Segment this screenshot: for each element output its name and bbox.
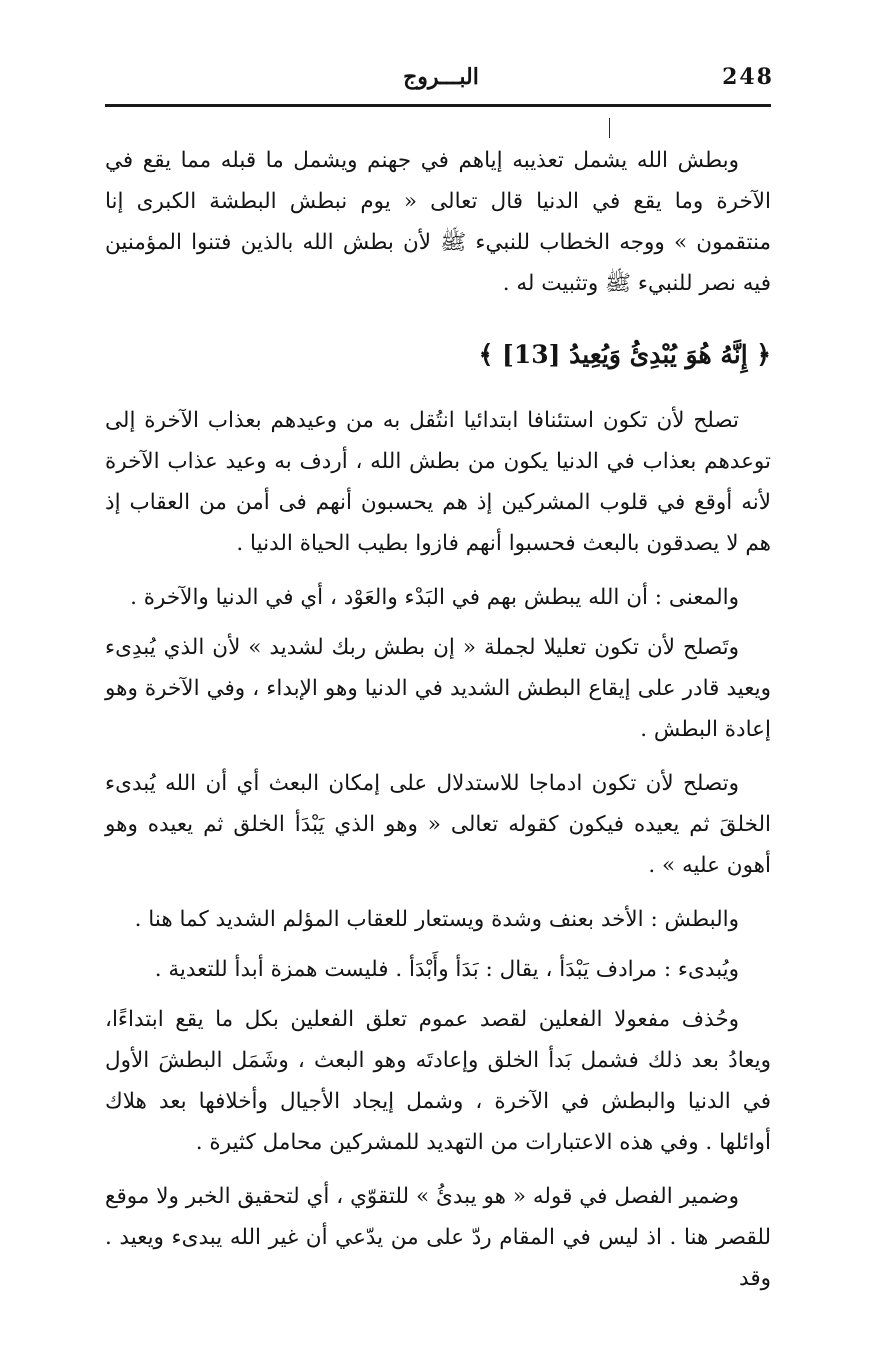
paragraph-9: وضمير الفصل في قوله « هو يبدئُ » للتقوّي ، أي لتحقيق الخبر ولا موقع للقصر هنا . اذ ليس في المقام ردّ على من يدّعي أن غير الله يبدىء ويعيد . وقد — [105, 1184, 771, 1291]
paragraph-2: تصلح لأن تكون استئنافا ابتدائيا انتُقل به من وعيدهم بعذاب الآخرة إلى توعدهم بعذاب في الدنيا يكون من بطش الله ، أردف به وعيد عذاب الآخرة لأنه أوقع في قلوب المشركين إذ هم يحسبون أنهم فى أمن من العقاب إذ هم لا يصدقون بالبعث فحسبوا أنهم فازوا بطيب الحياة الدنيا . — [105, 408, 771, 556]
quran-verse: ﴿ إِنَّهُ هُوَ يُبْدِئُ وَيُعِيدُ [13] ﴾ — [478, 340, 771, 369]
page-header — [108, 58, 774, 102]
paragraph-3: والمعنى : أن الله يبطش بهم في البَدْء والعَوْد ، أي في الدنيا والآخرة . — [130, 585, 739, 610]
paragraph-1: وبطش الله يشمل تعذيبه إياهم في جهنم ويشمل ما قبله مما يقع في الآخرة وما يقع في الدنيا قال تعالى « يوم نبطش البطشة الكبرى إنا منتقمون » ووجه الخطاب للنبيء ﷺ لأن بطش الله بالذين فتنوا المؤمنين فيه نصر للنبيء ﷺ وتثبيت له . — [105, 148, 771, 296]
page-number: 248 — [722, 64, 774, 90]
paragraph-4: وتَصلح لأن تكون تعليلا لجملة « إن بطش ربك لشديد » لأن الذي يُبدِىء ويعيد قادر على إيقاع البطش الشديد في الدنيا وهو الإبداء ، وفي الآخرة وهو إعادة البطش . — [105, 635, 771, 742]
body-text — [105, 140, 771, 1312]
paragraph-7: ويُبدىء : مرادف يَبْدَأ ، يقال : بَدَأ وأَبْدَأ . فليست همزة أبدأ للتعدية . — [154, 957, 739, 982]
paragraph-6: والبطش : الأخد بعنف وشدة ويستعار للعقاب المؤلم الشديد كما هنا . — [134, 907, 739, 932]
running-title: البـــروج — [403, 64, 479, 90]
stray-mark — [609, 118, 610, 138]
paragraph-5: وتصلح لأن تكون ادماجا للاستدلال على إمكان البعث أي أن الله يُبدىء الخلقَ ثم يعيده فيكون كقوله تعالى « وهو الذي يَبْدَأ الخلق ثم يعيده وهو أهون عليه » . — [105, 771, 771, 878]
header-rule — [105, 104, 771, 107]
paragraph-8: وحُذف مفعولا الفعلين لقصد عموم تعلق الفعلين بكل ما يقع ابتداءًا، ويعادُ بعد ذلك فشمل بَدأ الخلق وإعادتَه وهو البعث ، وشَمَل البطشَ الأول في الدنيا والبطش في الآخرة ، وشمل إيجاد الأجيال وأخلافها بعد هلاك أوائلها . وفي هذه الاعتبارات من التهديد للمشركين محامل كثيرة . — [105, 1007, 771, 1155]
